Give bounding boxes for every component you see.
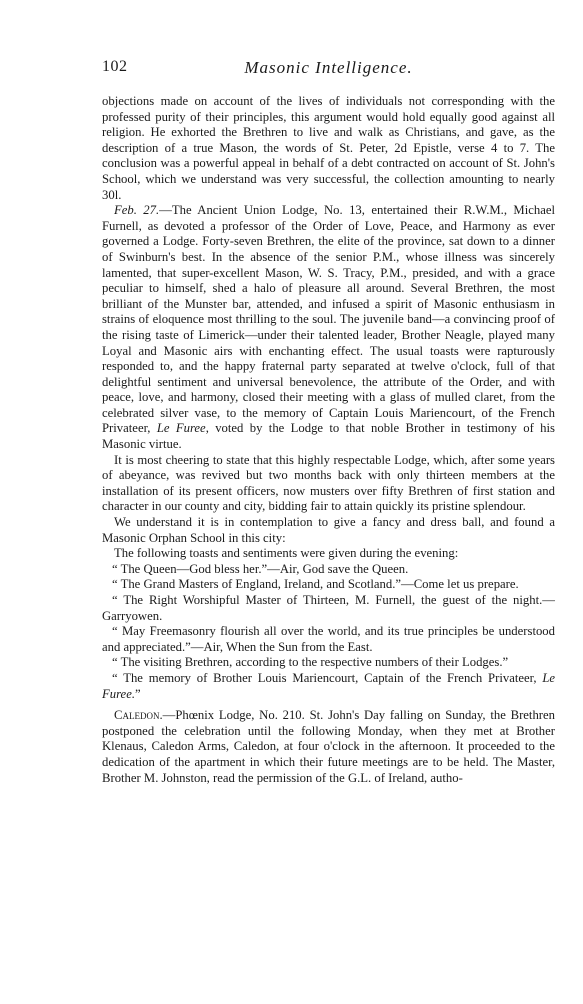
toast-text: ”	[135, 686, 141, 701]
ship-name: Le Furee.	[102, 670, 555, 701]
toast-item: “ The Right Worshipful Master of Thirteen, M. Furnell, the guest of the night.—Garryowen.	[102, 593, 555, 623]
page-number: 102	[102, 58, 128, 75]
paragraph-lodge-revival: It is most cheering to state that this highly respectable Lodge, which, after some years of abeyance, was revived but two months back with only thirteen members at the installation of its present officers, now musters over fifty Brethren of first station and character in our county and city, bidding fair to attain quickly its pristine splendour.	[102, 452, 555, 514]
toast-item: “ The visiting Brethren, according to the respective numbers of their Lodges.”	[112, 655, 509, 670]
paragraph-toasts-intro: The following toasts and sentiments were given during the evening:	[114, 546, 459, 561]
date-lead: Feb. 27.	[114, 203, 160, 218]
page-header	[102, 58, 555, 88]
article-body	[102, 94, 555, 786]
paragraph-text: , voted by the Lodge to that noble Brother in testimony of his Masonic virtue.	[102, 421, 555, 452]
toast-item: “ May Freemasonry flourish all over the world, and its true principles be understood and appreciated.”—Air, When the Sun from the East.	[102, 624, 555, 654]
toast-item: “ The Queen—God bless her.”—Air, God save the Queen.	[112, 561, 409, 576]
toast-text: “ The memory of Brother Louis Mariencourt, Captain of the French Privateer,	[112, 670, 543, 685]
paragraph-text: —Phœnix Lodge, No. 210. St. John's Day falling on Sunday, the Brethren postponed the celebration until the following Monday, when they met at Brother Klenaus, Caledon Arms, Caledon, at four o'clock in the afternoon. It proceeded to the dedication of the apartment in which their future meetings are to be held. The Master, Brother M. Johnston, read the permission of the G.L. of Ireland, autho-	[102, 708, 555, 785]
ship-name: Le Furee	[156, 421, 206, 436]
paragraph-caledon-phoenix-lodge	[102, 708, 555, 786]
toast-item: “ The Grand Masters of England, Ireland, and Scotland.”—Come let us prepare.	[112, 577, 519, 592]
paragraph-orphan-school: We understand it is in contemplation to give a fancy and dress ball, and found a Masonic Orphan School in this city:	[102, 515, 555, 545]
place-lead: Caledon.	[114, 708, 163, 723]
paragraph-ancient-union-lodge	[102, 203, 555, 453]
paragraph-text: —The Ancient Union Lodge, No. 13, entertained their R.W.M., Michael Furnell, as devoted a professor of the Order of Love, Peace, and Harmony as ever governed a Lodge. Forty-seven Brethren, the elite of the province, sat down to a dinner of Swinburn's best. In the absence of the senior P.M., whose illness was sincerely lamented, that super-excellent Mason, W. S. Tracy, P.M., presided, and with a grace peculiar to himself, shed a halo of pleasure all around. Several Brethren, the most brilliant of the Munster bar, attended, and infused a spirit of Masonic enthusiasm in strains of eloquence most thrilling to the soul. The juvenile band—a convincing proof of the rising taste of Limerick—under their talented leader, Brother Neagle, played many Loyal and Masonic airs with enchanting effect. The usual toasts were rapturously responded to, and the happy fraternal party separated at twelve o'clock, full of that delightful sentiment and universal benevolence, the attribute of the Order, and with peace, love, and harmony, closed their meeting with a glass of mulled claret, from the celebrated silver vase, to the memory of Captain Louis Mariencourt, of the French Privateer,	[102, 203, 555, 436]
running-title: Masonic Intelligence.	[244, 58, 413, 77]
paragraph-sermon-conclusion: objections made on account of the lives of individuals not corresponding with the professed purity of their principles, this argument would hold equally good against all religion. He exhorted the Brethren to live and walk as Christians, and gave, as the description of a true Mason, the words of St. Peter, 2d Epistle, verse 4 to 7. The conclusion was a powerful appeal in behalf of a debt contracted on account of St. John's School, which we understand was very successful, the collection amounting to nearly 30l.	[102, 94, 555, 202]
toast-item	[102, 671, 555, 702]
